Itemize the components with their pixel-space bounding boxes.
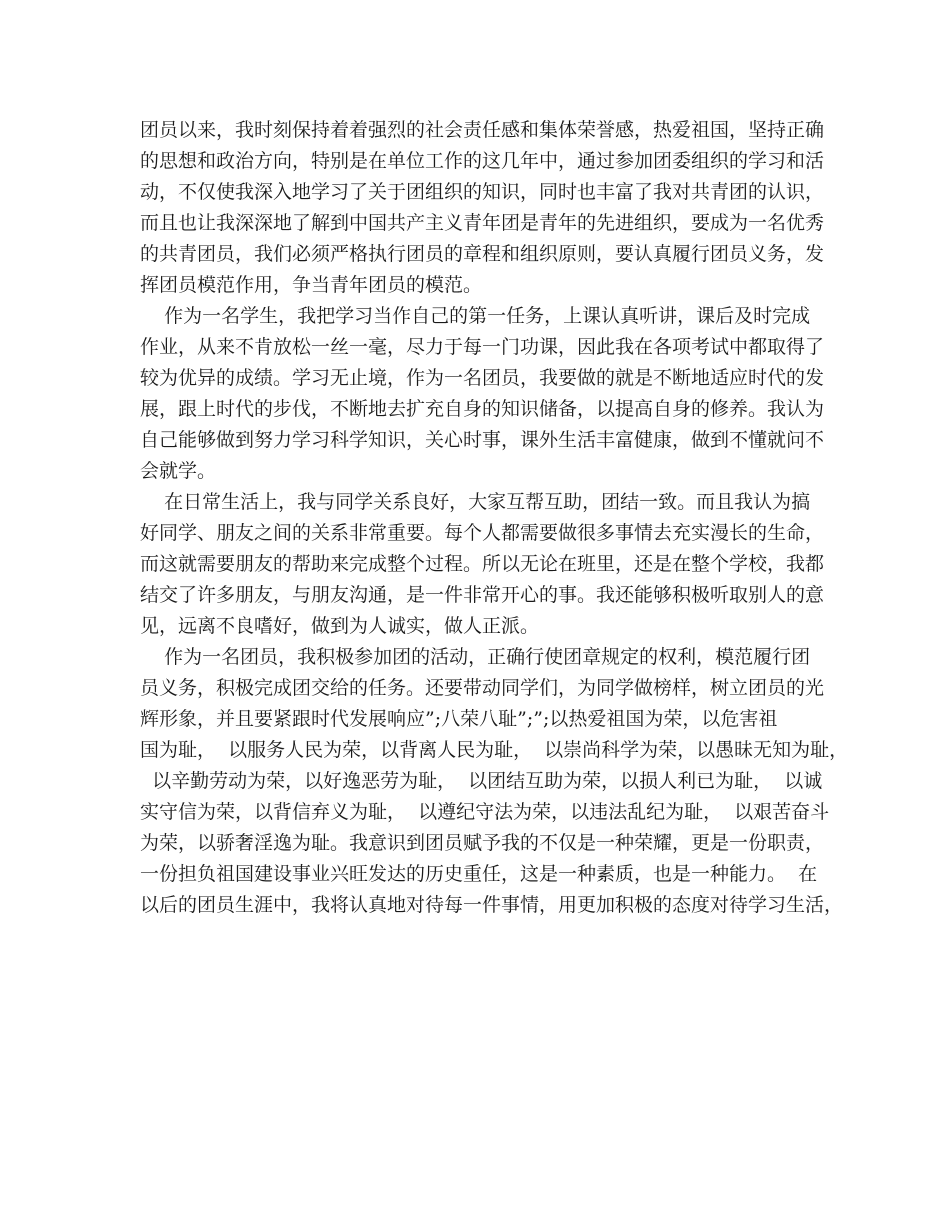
text-line: 一份担负祖国建设事业兴旺发达的历史重任，这是一种素质，也是一种能力。 在 [140,863,818,885]
text-line: 为荣，以骄奢淫逸为耻。我意识到团员赋予我的不仅是一种荣耀，更是一份职责， [140,832,825,854]
text-line: 实守信为荣，以背信弃义为耻， 以遵纪守法为荣，以违法乱纪为耻， 以艰苦奋斗 [140,801,830,823]
text-line: 在日常生活上，我与同学关系良好，大家互帮互助，团结一致。而且我认为搞 [140,491,811,513]
text-line: 以辛勤劳动为荣，以好逸恶劳为耻， 以团结互助为荣，以损人利已为耻， 以诚 [140,770,823,792]
text-line: 自己能够做到努力学习科学知识，关心时事，课外生活丰富健康，做到不懂就问不 [140,429,825,451]
text-line: 的思想和政治方向，特别是在单位工作的这几年中，通过参加团委组织的学习和活 [140,150,825,172]
text-line: 作为一名学生，我把学习当作自己的第一任务，上课认真听讲，课后及时完成 [140,305,811,327]
text-line: 动，不仅使我深入地学习了关于团组织的知识，同时也丰富了我对共青团的认识， [140,181,825,203]
document-body [140,115,849,921]
text-line: 以后的团员生涯中，我将认真地对待每一件事情，用更加积极的态度对待学习生活， [140,894,844,916]
text-line: 结交了许多朋友，与朋友沟通，是一件非常开心的事。我还能够积极听取别人的意 [140,584,825,606]
text-line: 见，远离不良嗜好，做到为人诚实，做人正派。 [140,615,540,637]
text-line: 而且也让我深深地了解到中国共产主义青年团是青年的先进组织，要成为一名优秀 [140,212,825,234]
text-line: 的共青团员，我们必须严格执行团员的章程和组织原则，要认真履行团员义务，发 [140,243,825,265]
text-line: 而这就需要朋友的帮助来完成整个过程。所以无论在班里，还是在整个学校，我都 [140,553,825,575]
text-line: 较为优异的成绩。学习无止境，作为一名团员，我要做的就是不断地适应时代的发 [140,367,825,389]
text-line: 国为耻， 以服务人民为荣，以背离人民为耻， 以崇尚科学为荣，以愚昧无知为耻， [140,739,849,761]
text-line: 作为一名团员，我积极参加团的活动，正确行使团章规定的权利，模范履行团 [140,646,811,668]
text-line: 团员以来，我时刻保持着着强烈的社会责任感和集体荣誉感，热爱祖国，坚持正确 [140,119,825,141]
text-line: 作业，从来不肯放松一丝一毫，尽力于每一门功课，因此我在各项考试中都取得了 [140,336,825,358]
text-line: 员义务，积极完成团交给的任务。还要带动同学们，为同学做榜样，树立团员的光 [140,677,825,699]
text-line: 辉形象，并且要紧跟时代发展响应”;八荣八耻”;”;以热爱祖国为荣，以危害祖 [140,708,778,730]
text-line: 展，跟上时代的步伐，不断地去扩充自身的知识储备，以提高自身的修养。我认为 [140,398,825,420]
text-line: 好同学、朋友之间的关系非常重要。每个人都需要做很多事情去充实漫长的生命， [140,522,825,544]
text-line: 会就学。 [140,460,217,482]
text-line: 挥团员模范作用，争当青年团员的模范。 [140,274,483,296]
